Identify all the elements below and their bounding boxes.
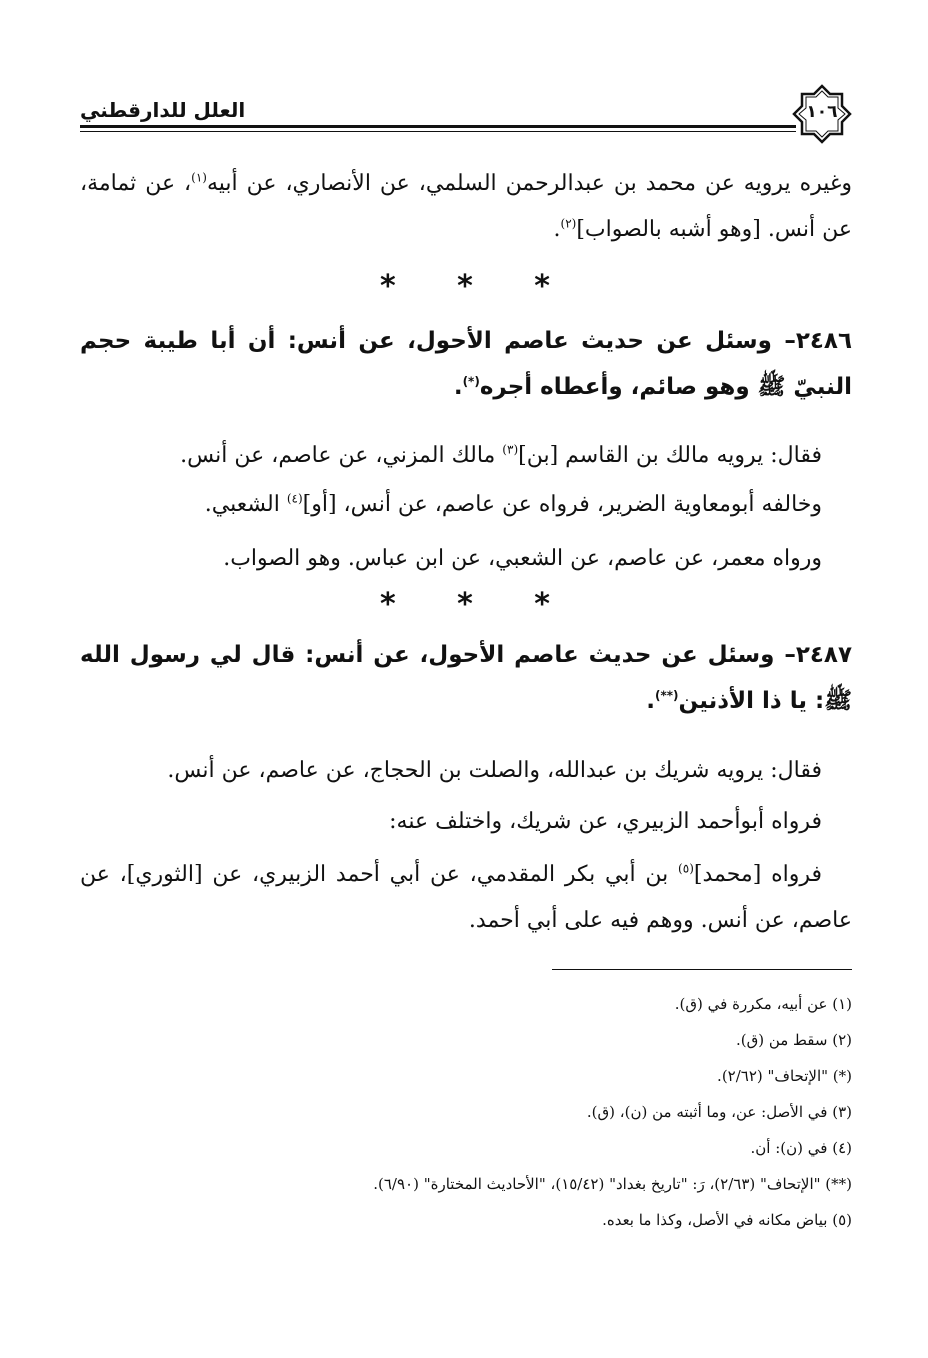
answer-2486-line-3: ورواه معمر، عن عاصم، عن الشعبي، عن ابن عباس. وهو الصواب. [223, 546, 822, 571]
section-separator: * * * [380, 587, 550, 622]
book-title: العلل للدارقطني [80, 98, 246, 122]
footnote-3: (٣) في الأصل: عن، وما أثبته من (ن)، (ق). [586, 1103, 852, 1121]
page-number-badge [792, 84, 852, 144]
header-rule-thick [80, 125, 796, 128]
question-2486: ٢٤٨٦– وسئل عن حديث عاصم الأحول، عن أنس: أن أبا طيبة حجم النبيّ ﷺ وهو صائم، وأعطاه أجره(*). [80, 328, 852, 400]
document-page [80, 0, 852, 1358]
footnote-4: (٤) في (ن): أن. [750, 1139, 852, 1157]
answer-2487-line-3: فرواه [محمد]$^{(٥)}$ بن أبي بكر المقدمي، عن أبي أحمد الزبيري، عن [الثوري]، عن عاصم، عن أنس. ووهم فيه على أبي أحمد. [80, 861, 852, 933]
footnote-5: (٥) بياض مكانه في الأصل، وكذا ما بعده. [602, 1211, 852, 1229]
page-header [80, 84, 852, 144]
answer-2487-line-1: فقال: يرويه شريك بن عبدالله، والصلت بن الحجاج، عن عاصم، عن أنس. [167, 758, 822, 783]
answer-2487-line-2: فرواه أبوأحمد الزبيري، عن شريك، واختلف عنه: [389, 809, 822, 834]
footnote-double-star: (**) "الإتحاف" (٢/٦٣)، رَ: "تاريخ بغداد" (١٥/٤٢)، "الأحاديث المختارة" (٦/٩٠). [373, 1175, 852, 1193]
footnote-separator [552, 969, 852, 970]
answer-2486-line-1: فقال: يرويه مالك بن القاسم [بن]$^{(٣)}$ مالك المزني، عن عاصم، عن أنس. [180, 442, 822, 468]
answer-2486-line-2: وخالفه أبومعاوية الضرير، فرواه عن عاصم، عن أنس، [أو]$^{(٤)}$ الشعبي. [204, 491, 822, 517]
footnote-star: (*) "الإتحاف" (٢/٦٢). [717, 1067, 852, 1085]
header-rule-thin [80, 131, 796, 132]
paragraph-continuation: وغيره يرويه عن محمد بن عبدالرحمن السلمي، عن الأنصاري، عن أبيه$^{(١)}$، عن ثمامة، عن أنس. [وهو أشبه بالصواب]$^{(٢)}$. [80, 170, 852, 242]
footnote-ref: (**) [654, 688, 679, 703]
footnote-ref: (٣) [502, 442, 519, 457]
section-separator: * * * [380, 269, 550, 304]
footnote-1: (١) عن أبيه، مكررة في (ق). [674, 995, 852, 1013]
footnote-2: (٢) سقط من (ق). [735, 1031, 852, 1049]
footnote-ref: (١) [191, 170, 207, 185]
footnote-ref: (*) [462, 374, 480, 389]
footnote-ref: (٤) [286, 491, 303, 506]
footnote-ref: (٢) [560, 216, 577, 231]
footnotes [80, 986, 852, 1238]
page-number: ١٠٦ [806, 102, 838, 122]
footnote-ref: (٥) [678, 861, 694, 876]
question-2487: ٢٤٨٧– وسئل عن حديث عاصم الأحول، عن أنس: قال لي رسول الله ﷺ: يا ذا الأذنين(**). [80, 642, 852, 714]
